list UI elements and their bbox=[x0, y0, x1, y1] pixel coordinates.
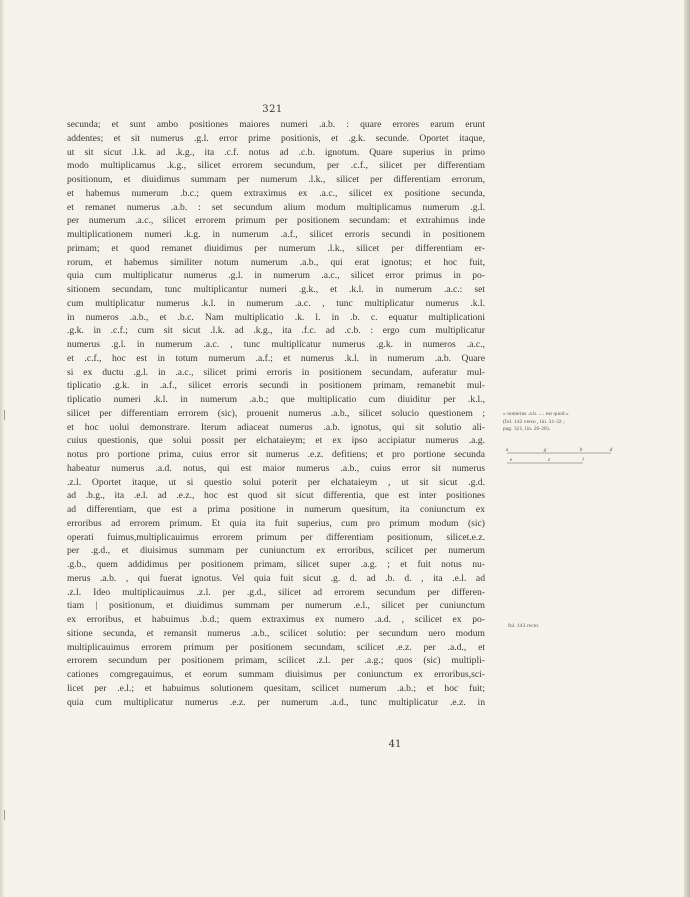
text-line: si ex ductu .g.l. in .a.c., silicet primi erroris in positionem secundam, auferatur mul- bbox=[67, 366, 485, 378]
text-line: tiam | positionum, et diuidimus summam per numerum .e.l., silicet per cuniunctum bbox=[67, 600, 485, 612]
folio-note-suffix: recto. bbox=[526, 623, 540, 629]
diagram-bottom-label: z bbox=[547, 457, 551, 463]
text-line: ex erroribus, et habuimus .b.d.; quem extraximus ex numero .a.d. , scilicet ex po- bbox=[67, 614, 485, 625]
text-line: notus pro portione prima, cuius error sit numerus .e.z. defitiens; et pro portione secunda bbox=[67, 449, 485, 460]
text-line: sitione secunda, et remansit numerus .a.b., scilicet solutio: per secundum uero modum bbox=[67, 627, 485, 639]
signature-mark: 41 bbox=[388, 739, 402, 750]
text-line: et .c.f., hoc est in totum numerum .a.f.; et numerus .k.l. in numerum .a.b. Quare bbox=[67, 352, 485, 364]
text-line: tiplicatio .g.k. in .a.f., silicet erroris secundi in positionem primam, remanebit mul- bbox=[67, 380, 485, 392]
binding-mark bbox=[4, 410, 9, 420]
text-line: quia cum multiplicatur numerus .e.z. per numerum .a.d., tunc multiplicatur .e.z. in bbox=[67, 696, 485, 708]
marginal-note-line: « numerus .a.b. .... est quod » bbox=[503, 411, 569, 417]
text-line: ut sit sicut .l.k. ad .k.g., ita .c.f. notus ad .c.b. ignotum. Quare superius in primo bbox=[67, 146, 485, 158]
text-line: ad differentiam, que est a prima positione in numerum quesitum, ita coniunctum ex bbox=[67, 504, 485, 515]
text-line: .g.k. in .c.f.; cum sit sicut .l.k. ad .k.g., ita .f.c. ad .c.b. : ergo cum multiplicatur bbox=[67, 325, 485, 337]
binding-mark bbox=[4, 810, 9, 820]
text-line: sitionem secundam, tunc multiplicantur numeri .g.k., et .k.l. in numerum .a.c.: set bbox=[67, 284, 485, 295]
diagram-bottom-label: l bbox=[582, 457, 584, 463]
text-line: quia cum multiplicatur numerus .g.l. in numerum .a.c., silicet error primus in po- bbox=[67, 270, 485, 282]
text-line: rorum, et habemus similiter notum numerum .a.b., qui erat ignotus; et hoc fuit, bbox=[67, 256, 485, 268]
text-line: cuius questionis, que solui possit per elchataieym; et ex ipso accipiatur numerus .a.g. bbox=[67, 435, 485, 447]
text-line: per .g.d., et diuisimus summam per cuniunctum ex erroribus, scilicet per numerum bbox=[67, 545, 485, 557]
text-line: multiplicauimus errorem primum per positionem secundam, scilicet .e.z. per .a.d., et bbox=[67, 641, 485, 653]
diagram-top-label: g bbox=[543, 447, 547, 453]
text-line: per numerum .a.c., silicet errorem primum per positionem secundam: et extrahimus inde bbox=[67, 215, 485, 227]
diagram-top-label: a bbox=[505, 447, 509, 453]
text-line: positionum, et diuidimus summam per numerum .l.k., silicet per differentiam errorum, bbox=[67, 174, 485, 185]
text-line: cum multiplicatur numerus .k.l. in numerum .a.c. , tunc multiplicatur numerus .k.l. bbox=[67, 297, 485, 309]
text-line: tiplicatio numeri .k.l. in numerum .a.b.; que multiplicatio cum diuiditur per .k.l., bbox=[67, 394, 485, 405]
text-line: ad .b.g., ita .e.l. ad .e.z., hoc est quod sit sicut differentia, que est inter positiones bbox=[67, 490, 485, 502]
text-line: merus .a.b. , qui fuerat ignotus. Vel quia fuit sicut .g. d. ad .b. d. , ita .e.l. ad bbox=[67, 572, 485, 584]
text-line: in numeros .a.b., et .b.c. Nam multiplicatio .k. l. in .b. c. equatur multiplicationi bbox=[67, 311, 485, 323]
text-line: secunda; et sunt ambo positiones maiores numeri .a.b. : quare errores earum erunt bbox=[67, 119, 485, 130]
page-right-edge bbox=[684, 0, 690, 897]
text-line: primam; et quod remanet diuidimus per numerum .l.k., silicet per differentiam er- bbox=[67, 242, 485, 254]
page-number: 321 bbox=[262, 104, 283, 115]
line-diagram bbox=[503, 444, 615, 466]
text-line: multiplicationem numeri .k.g. in numerum .a.f., silicet erroris secundi in positionem bbox=[67, 229, 485, 240]
marginal-note bbox=[503, 411, 615, 434]
diagram-top-label: b bbox=[579, 447, 583, 453]
marginal-note-line: (fol. 142 verso , lin. 31-32 ; bbox=[503, 418, 565, 425]
text-line: habeatur numerus .a.d. notus, qui est maior numerus .a.b., cuius error sit numerus bbox=[67, 462, 485, 474]
folio-note-prefix: fol. 143 bbox=[508, 623, 526, 629]
page-left-edge bbox=[0, 0, 4, 897]
text-line: cationes comgregauimus, et eorum summam diuisimus per coniunctum ex erroribus,sci- bbox=[67, 669, 485, 680]
folio-note bbox=[508, 623, 540, 629]
text-line: et habemus numerum .b.c.; quem extraximus ex .a.c., silicet ex positione secunda, bbox=[67, 187, 485, 199]
text-line: errorem secundum per positionem primam, scilicet .z.l. per .a.g.; quos (sic) multipli- bbox=[67, 655, 485, 667]
text-line: operati fuimus,multiplicauimus errorem primum per differentiam positionum, silicet.e.z. bbox=[67, 531, 485, 543]
text-line: .z.l. Ideo multiplicauimus .z.l. per .g.d., silicet ad errorem secundum per differen- bbox=[67, 586, 485, 598]
text-line: .z.l. Oportet itaque, ut si questio solui poterit per elchataieym , ut sit sicut .g.d. bbox=[67, 476, 485, 488]
diagram-bottom-label: e bbox=[509, 457, 513, 463]
text-line: et hoc uolui demonstrare. Iterum adiaceat numerus .a.b. ignotus, qui sit solutio ali- bbox=[67, 421, 485, 433]
text-line: addentes; et sit numerus .g.l. error prime positionis, et .g.k. secunde. Oportet itaque, bbox=[67, 132, 485, 144]
text-line: erroribus ad errorem primum. Et quia ita fuit superius, cum pro primum modum (sic) bbox=[67, 517, 485, 529]
text-line: numerus .g.l. in numerum .a.c. , tunc multiplicatur numerus .g.k. in numeros .a.c., bbox=[67, 339, 485, 350]
text-line: silicet per differentiam errorem (sic), prouenit numerus .a.b., silicet solucio questionem ; bbox=[67, 407, 485, 419]
marginal-note-line: pag. 321, lin. 26-28). bbox=[503, 426, 551, 433]
text-line: licet per .e.l.; et habuimus solutionem quesitam, scilicet numerum .a.b.; et hoc fuit; bbox=[67, 682, 485, 694]
text-line: modo multiplicamus .k.g., silicet errorem secundum, per .c.f., silicet per differentiam bbox=[67, 160, 485, 172]
body-text bbox=[67, 118, 485, 709]
text-line: et remanet numerus .a.b. : set secundum alium modum multiplicamus numerum .g.l. bbox=[67, 201, 485, 213]
diagram-top-label: d bbox=[609, 447, 613, 453]
text-line: .g.b., quem addidimus per positionem primam, silicet super .a.g. ; et fuit notus nu- bbox=[67, 559, 485, 570]
